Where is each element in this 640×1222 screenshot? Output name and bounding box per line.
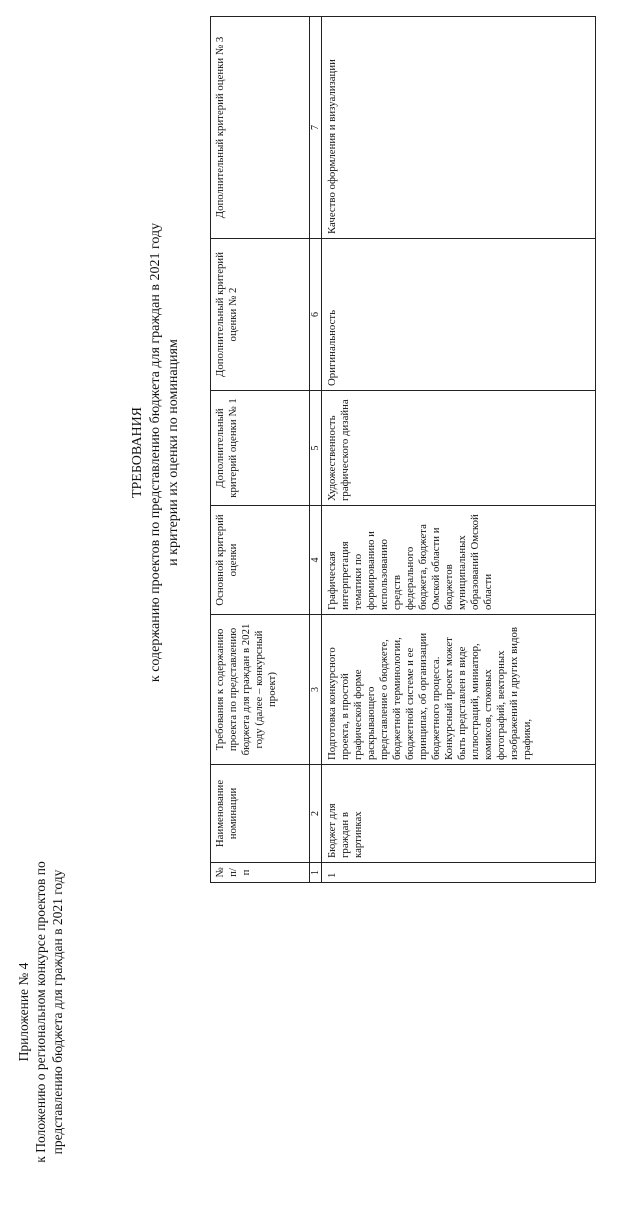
column-number: 1 [310,863,322,883]
document-subtitle-line-1: к содержанию проектов по представлению бюджета для граждан в 2021 году [148,222,163,683]
header-cell-extra-criterion-3: Дополнительный критерий оценки № 3 [211,17,310,239]
column-number: 4 [310,506,322,615]
header-cell-number: № п/п [211,863,310,883]
requirements-table [210,16,596,883]
header-cell-extra-criterion-2: Дополнительный критерий оценки № 2 [211,239,310,391]
document-title: ТРЕБОВАНИЯ [130,406,145,499]
appendix-number: Приложение № 4 [16,962,31,1062]
extra-criterion-2-cell: Оригинальность [322,239,596,391]
column-number: 7 [310,17,322,239]
requirements-cell: Подготовка конкурсного проекта, в простой графической форме раскрывающего представление о бюджете, бюджетной терминологии, бюджетной системе и ее принципах, об организации бюджетного процесса. Конкурсный проект может быть представлен в виде иллюстраций, миниатюр, комиксов, стоковых фотографий, векторных изображений и других видов графики, [322,615,596,765]
nomination-name-cell: Бюджет для граждан в картинках [322,765,596,863]
column-number: 2 [310,765,322,863]
header-cell-main-criterion: Основной критерий оценки [211,506,310,615]
extra-criterion-1-cell: Художественность графического дизайна [322,391,596,506]
header-cell-requirements: Требования к содержанию проекта по представлению бюджета для граждан в 2021 году (далее – конкурсный проект) [211,615,310,765]
row-number-cell: 1 [322,863,596,883]
appendix-reference-line-1: к Положению о региональном конкурсе проектов по [33,861,48,1163]
table-row [322,17,596,883]
extra-criterion-3-cell: Качество оформления и визуализации [322,17,596,239]
column-number-row [310,17,322,883]
main-criterion-cell: Графическая интерпретация тематики по формированию и использованию средств федерального бюджета, бюджета Омской области и бюджетов муниципальных образований Омской области [322,506,596,615]
header-cell-extra-criterion-1: Дополнительный критерий оценки № 1 [211,391,310,506]
table-header-row [211,17,310,883]
document-subtitle-line-2: и критерии их оценки по номинациям [166,339,181,566]
column-number: 3 [310,615,322,765]
column-number: 5 [310,391,322,506]
column-number: 6 [310,239,322,391]
header-cell-nomination: Наименование номинации [211,765,310,863]
appendix-header [15,802,66,1222]
appendix-reference-line-2: представлению бюджета для граждан в 2021 году [50,869,65,1155]
